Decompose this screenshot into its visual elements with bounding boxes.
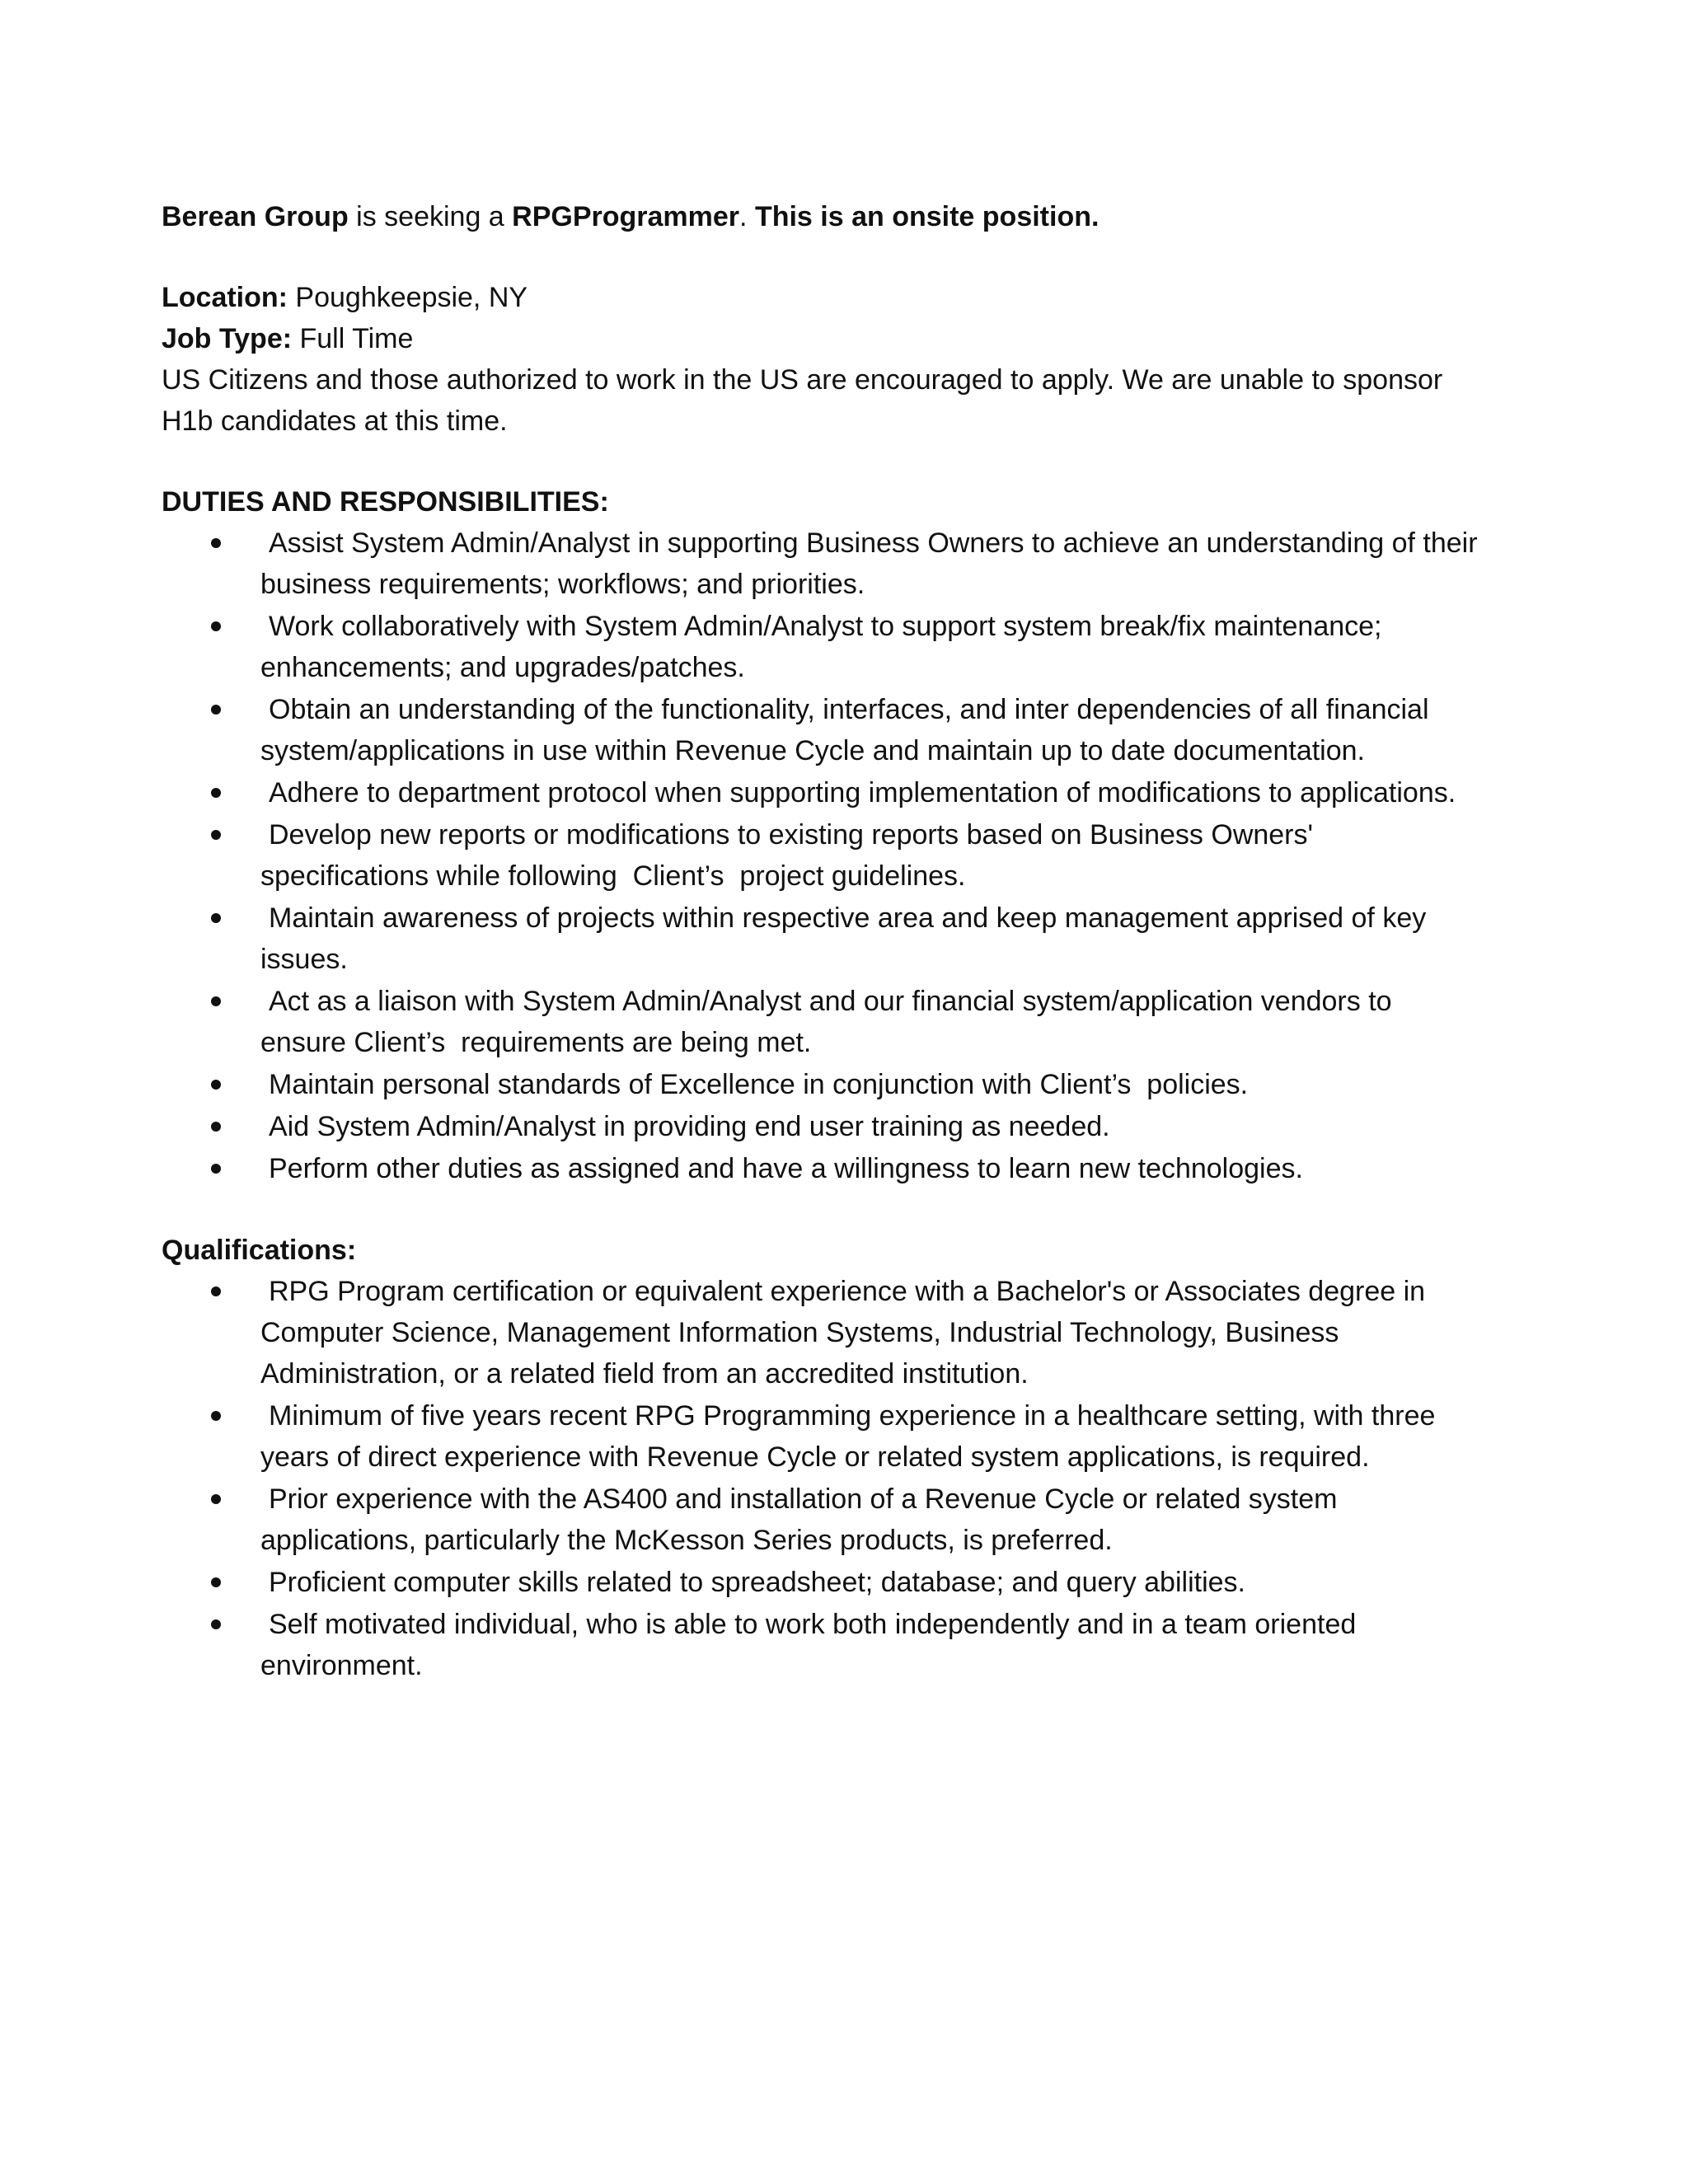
job-type-line: [162, 318, 1480, 359]
qualification-text: Proficient computer skills related to spreadsheet; database; and query abilities.: [269, 1567, 1245, 1598]
duty-text: Adhere to department protocol when supporting implementation of modifications to applications.: [269, 777, 1456, 808]
duty-item: [162, 981, 1480, 1063]
qualification-item: [162, 1395, 1480, 1478]
spacer: [162, 1190, 1480, 1230]
duty-text: Maintain personal standards of Excellence in conjunction with Client’s policies.: [269, 1069, 1249, 1100]
bullet-icon: [211, 1619, 221, 1629]
location-line: [162, 277, 1480, 318]
onsite-note: This is an onsite position.: [754, 201, 1100, 232]
job-type-label: Job Type:: [162, 323, 293, 354]
job-posting-document: [162, 196, 1485, 1687]
intro-line: [162, 196, 1480, 237]
qualification-item: [162, 1604, 1480, 1686]
duties-list: [162, 523, 1485, 1189]
duty-item: [162, 606, 1480, 688]
position-title: RPGProgrammer: [512, 201, 740, 232]
location-label: Location:: [162, 282, 288, 313]
qualification-item: [162, 1562, 1480, 1603]
duty-item: [162, 814, 1480, 897]
spacer: [162, 442, 1480, 481]
bullet-icon: [211, 788, 221, 798]
intro-seeking-text: is seeking a: [348, 201, 513, 232]
bullet-icon: [211, 705, 221, 715]
bullet-icon: [211, 913, 221, 923]
duty-item: [162, 1106, 1480, 1147]
duty-item: [162, 523, 1485, 605]
bullet-icon: [211, 1577, 221, 1587]
duty-item: [162, 1064, 1480, 1105]
duty-item: [162, 689, 1480, 771]
duties-heading: DUTIES AND RESPONSIBILITIES:: [162, 486, 609, 518]
qualification-text: Self motivated individual, who is able to work both independently and in a team oriented environment.: [260, 1609, 1364, 1681]
duty-text: Develop new reports or modifications to existing reports based on Business Owners' specifications while following Client’s project guidelines.: [260, 819, 1321, 892]
spacer: [162, 237, 1480, 277]
duty-item: [162, 1148, 1480, 1189]
intro-period: .: [739, 201, 755, 232]
bullet-icon: [211, 830, 221, 840]
company-name: Berean Group: [162, 201, 349, 232]
bullet-icon: [211, 538, 221, 548]
location-value: Poughkeepsie, NY: [287, 282, 528, 313]
bullet-icon: [211, 621, 221, 631]
job-type-value: Full Time: [292, 323, 414, 354]
qualification-text: Prior experience with the AS400 and installation of a Revenue Cycle or related system applications, particularly the McKesson Series products, is preferred.: [260, 1483, 1345, 1556]
duty-text: Aid System Admin/Analyst in providing end user training as needed.: [269, 1111, 1110, 1142]
duty-text: Assist System Admin/Analyst in supporting Business Owners to achieve an understanding of their business requirements; workflows; and priorities.: [260, 527, 1485, 600]
bullet-icon: [211, 996, 221, 1006]
bullet-icon: [211, 1286, 221, 1296]
qualifications-list: [162, 1271, 1480, 1686]
duty-text: Obtain an understanding of the functionality, interfaces, and inter dependencies of all financial system/applications in use within Revenue Cycle and maintain up to date documentation.: [260, 694, 1437, 766]
duty-text: Act as a liaison with System Admin/Analyst and our financial system/application vendors to ensure Client’s requirements are being met.: [260, 986, 1400, 1058]
qualification-item: [162, 1271, 1480, 1394]
bullet-icon: [211, 1494, 221, 1504]
qualification-text: RPG Program certification or equivalent experience with a Bachelor's or Associates degree in Computer Science, Management Information Systems, Industrial Technology, Business Administration, or a related field from an accredited institution.: [260, 1276, 1433, 1390]
bullet-icon: [211, 1080, 221, 1090]
qualification-item: [162, 1479, 1480, 1561]
duty-item: [162, 772, 1480, 813]
bullet-icon: [211, 1164, 221, 1174]
duty-text: Work collaboratively with System Admin/Analyst to support system break/fix maintenance; enhancements; and upgrades/patches.: [260, 611, 1390, 683]
work-authorization-text: US Citizens and those authorized to work in the US are encouraged to apply. We are unable to sponsor H1b candidates at this time.: [162, 364, 1443, 437]
duty-item: [162, 898, 1480, 980]
duty-text: Perform other duties as assigned and have a willingness to learn new technologies.: [269, 1153, 1303, 1184]
qualification-text: Minimum of five years recent RPG Programming experience in a healthcare setting, with three years of direct experience with Revenue Cycle or related system applications, is required.: [260, 1400, 1443, 1473]
qualifications-heading: Qualifications:: [162, 1235, 357, 1266]
bullet-icon: [211, 1411, 221, 1421]
bullet-icon: [211, 1122, 221, 1132]
duty-text: Maintain awareness of projects within respective area and keep management apprised of key issues.: [260, 902, 1434, 975]
